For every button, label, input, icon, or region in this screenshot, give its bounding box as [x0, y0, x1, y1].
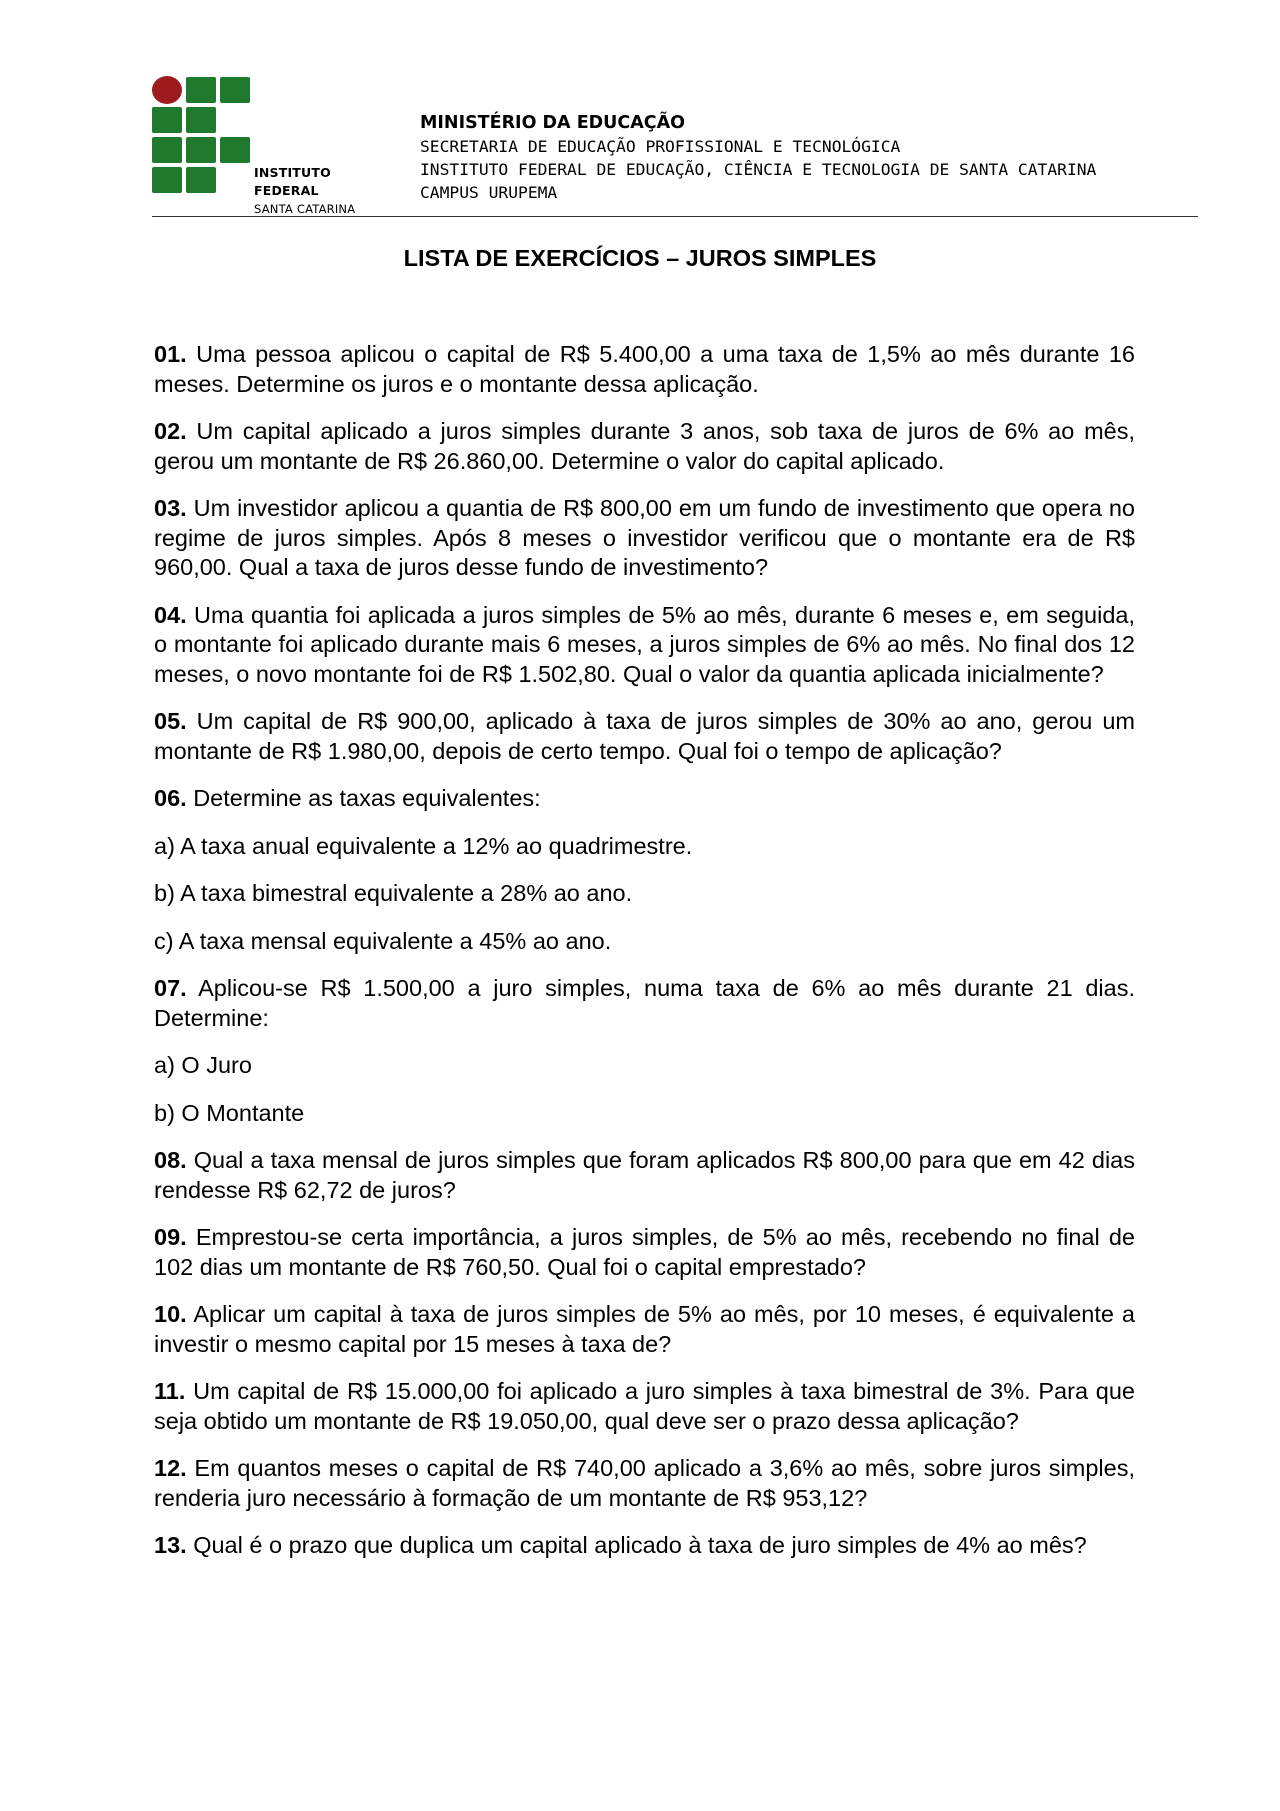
- exercise-text: Determine as taxas equivalentes:: [186, 785, 541, 811]
- exercise-subitem: [154, 1051, 1135, 1081]
- exercise-subitem: [154, 832, 1135, 862]
- exercise-item: [154, 784, 1135, 814]
- exercise-text: Um capital de R$ 15.000,00 foi aplicado a juro simples à taxa bimestral de 3%. Para que seja obtido um montante de R$ 19.050,00, qual deve ser o prazo dessa aplicação?: [154, 1378, 1135, 1434]
- exercise-item: [154, 1531, 1135, 1561]
- exercise-number: 13.: [154, 1532, 187, 1558]
- logo-square: [186, 137, 216, 163]
- logo-square: [220, 137, 250, 163]
- exercise-text: Em quantos meses o capital de R$ 740,00 aplicado a 3,6% ao mês, sobre juros simples, renderia juro necessário à formação de um montante de R$ 953,12?: [154, 1455, 1135, 1511]
- exercise-number: 06.: [154, 785, 187, 811]
- logo-square: [152, 167, 182, 193]
- document-header: [152, 76, 1198, 216]
- logo-square: [186, 167, 216, 193]
- exercise-number: 09.: [154, 1224, 187, 1250]
- exercise-text: b) O Montante: [154, 1099, 305, 1126]
- exercise-number: 04.: [154, 601, 187, 628]
- exercise-text: c) A taxa mensal equivalente a 45% ao ano.: [154, 927, 612, 954]
- campus-line: CAMPUS URUPEMA: [420, 183, 558, 202]
- header-divider: [152, 216, 1198, 217]
- exercise-text: Uma quantia foi aplicada a juros simples de 5% ao mês, durante 6 meses e, em seguida, o montante foi aplicado durante mais 6 meses, a juros simples de 6% ao mês. No final dos 12 meses, o novo montante foi de R$ 1.502,80. Qual o valor da quantia aplicada inicialmente?: [154, 601, 1135, 687]
- exercise-subitem: [154, 927, 1135, 957]
- institution-lines: [420, 112, 1096, 204]
- exercise-number: 02.: [154, 418, 187, 444]
- exercise-text: a) O Juro: [154, 1052, 252, 1078]
- exercise-text: Qual é o prazo que duplica um capital aplicado à taxa de juro simples de 4% ao mês?: [186, 1532, 1087, 1558]
- exercise-text: Aplicou-se R$ 1.500,00 a juro simples, numa taxa de 6% ao mês durante 21 dias. Determine:: [154, 975, 1135, 1031]
- exercise-item: [154, 417, 1135, 476]
- logo-square: [186, 107, 216, 133]
- exercise-item: [154, 1223, 1135, 1282]
- exercise-item: [154, 340, 1135, 399]
- ifsc-logo: [152, 76, 392, 216]
- exercise-item: [154, 1146, 1135, 1205]
- exercise-item: [154, 601, 1135, 690]
- exercise-item: [154, 974, 1135, 1033]
- exercise-subitem: [154, 1099, 1135, 1129]
- logo-line1: INSTITUTO FEDERAL: [254, 165, 331, 198]
- exercise-list: [154, 340, 1135, 1579]
- exercise-number: 03.: [154, 495, 187, 521]
- exercise-subitem: [154, 879, 1135, 909]
- exercise-number: 12.: [154, 1455, 187, 1481]
- exercise-text: Qual a taxa mensal de juros simples que foram aplicados R$ 800,00 para que em 42 dias rendesse R$ 62,72 de juros?: [154, 1147, 1135, 1203]
- logo-square: [220, 77, 250, 103]
- exercise-item: [154, 1300, 1135, 1359]
- exercise-number: 10.: [154, 1301, 187, 1327]
- exercise-text: Um capital aplicado a juros simples durante 3 anos, sob taxa de juros de 6% ao mês, gerou um montante de R$ 26.860,00. Determine o valor do capital aplicado.: [154, 418, 1135, 474]
- exercise-text: a) A taxa anual equivalente a 12% ao quadrimestre.: [154, 832, 693, 859]
- exercise-number: 11.: [154, 1378, 186, 1404]
- exercise-text: b) A taxa bimestral equivalente a 28% ao ano.: [154, 880, 633, 906]
- exercise-number: 08.: [154, 1147, 187, 1173]
- page-title: LISTA DE EXERCÍCIOS – JUROS SIMPLES: [403, 245, 877, 271]
- exercise-text: Emprestou-se certa importância, a juros simples, de 5% ao mês, recebendo no final de 102 dias um montante de R$ 760,50. Qual foi o capital emprestado?: [154, 1224, 1135, 1280]
- exercise-text: Uma pessoa aplicou o capital de R$ 5.400,00 a uma taxa de 1,5% ao mês durante 16 meses. Determine os juros e o montante dessa aplicação.: [154, 341, 1135, 397]
- exercise-text: Um investidor aplicou a quantia de R$ 800,00 em um fundo de investimento que opera no regime de juros simples. Após 8 meses o investidor verificou que o montante era de R$ 960,00. Qual a taxa de juros desse fundo de investimento?: [154, 495, 1135, 580]
- exercise-text: Aplicar um capital à taxa de juros simples de 5% ao mês, por 10 meses, é equivalente a investir o mesmo capital por 15 meses à taxa de?: [154, 1301, 1135, 1357]
- exercise-number: 05.: [154, 708, 187, 734]
- logo-red-circle: [152, 76, 182, 104]
- logo-square: [152, 107, 182, 133]
- logo-text: [254, 164, 392, 218]
- exercise-item: [154, 494, 1135, 583]
- secretariat-line: SECRETARIA DE EDUCAÇÃO PROFISSIONAL E TECNOLÓGICA: [420, 137, 901, 156]
- logo-square: [186, 77, 216, 103]
- logo-square: [152, 137, 182, 163]
- exercise-item: [154, 1377, 1135, 1436]
- logo-line2: SANTA CATARINA: [254, 202, 356, 216]
- ministry-line: MINISTÉRIO DA EDUCAÇÃO: [420, 113, 686, 133]
- exercise-number: 01.: [154, 341, 187, 367]
- exercise-text: Um capital de R$ 900,00, aplicado à taxa de juros simples de 30% ao ano, gerou um montante de R$ 1.980,00, depois de certo tempo. Qual foi o tempo de aplicação?: [154, 708, 1135, 764]
- institute-line: INSTITUTO FEDERAL DE EDUCAÇÃO, CIÊNCIA E TECNOLOGIA DE SANTA CATARINA: [420, 160, 1097, 179]
- exercise-number: 07.: [154, 975, 187, 1001]
- exercise-item: [154, 707, 1135, 766]
- exercise-item: [154, 1454, 1135, 1513]
